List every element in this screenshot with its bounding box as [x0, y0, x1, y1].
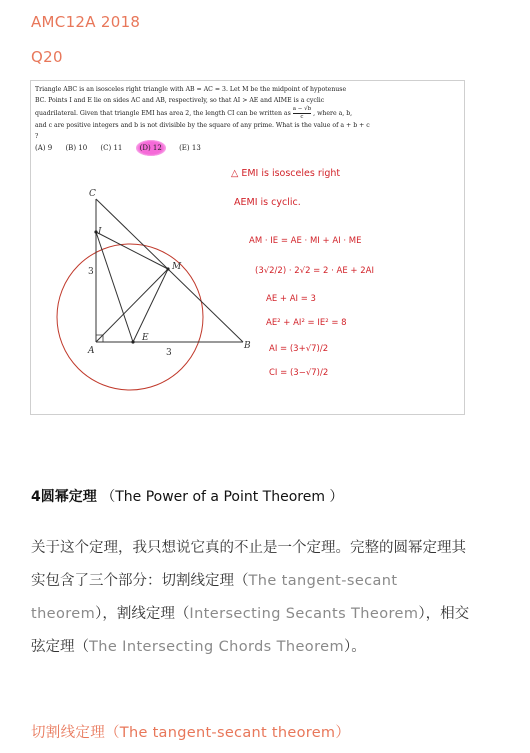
note-line: AM · IE = AE · MI + AI · ME — [249, 236, 362, 246]
section-heading — [31, 486, 343, 506]
problem-line-part: quadrilateral. Given that triangle EMI has area 2, the length CI can be written as — [35, 110, 291, 117]
term-en: The Intersecting Chords Theorem — [89, 639, 344, 655]
problem-line: ? — [35, 132, 39, 140]
label-side-ac: 3 — [88, 267, 94, 277]
note-line: AI = (3+√7)/2 — [269, 344, 329, 354]
question-number: Q20 — [31, 48, 63, 66]
note-line: (3√2/2) · 2√2 = 2 · AE + 2AI — [255, 266, 374, 276]
problem-line: BC. Points I and E lie on sides AC and AB, respectively, so that AI > AE and AIME is a cyclic — [35, 96, 325, 104]
choice-e: (E) 13 — [179, 144, 201, 152]
note-line: AEMI is cyclic. — [234, 197, 301, 208]
side-cb — [96, 199, 243, 342]
para-text: ），相交弦定理（ — [31, 606, 470, 655]
label-e: E — [142, 333, 149, 343]
note-line: AE + AI = 3 — [266, 294, 316, 304]
choice-a: (A) 9 — [35, 144, 53, 152]
note-line: △ EMI is isosceles right — [231, 168, 341, 179]
subsection-heading: 切割线定理（The tangent-secant theorem） — [31, 725, 351, 741]
note-line: CI = (3−√7)/2 — [269, 368, 329, 378]
point-m — [166, 267, 169, 270]
segment-am — [96, 269, 168, 342]
geometry-figure — [31, 81, 464, 414]
para-text: ），割线定理（ — [95, 606, 190, 622]
section-title-en: （The Power of a Point Theorem ） — [101, 489, 344, 505]
choice-d-highlighted: (D) 12 — [136, 140, 166, 156]
problem-line: and c are positive integers and b is not divisible by the square of any prime. What is the value of a + b + c — [35, 122, 370, 129]
label-a: A — [88, 346, 95, 356]
section-title-cn: 圆幂定理 — [40, 489, 97, 505]
contest-title: AMC12A 2018 — [31, 13, 141, 31]
label-m: M — [172, 262, 182, 272]
problem-line-part: , where a, b, — [313, 110, 353, 117]
body-paragraph — [31, 532, 471, 664]
point-e — [131, 340, 134, 343]
para-text: 关于这个定理，我只想说它真的不止是一个定理。完整的圆幂定理其实包含了三个部分：切割线定理（ — [31, 540, 466, 589]
term-en: Intersecting Secants Theorem — [189, 606, 419, 622]
choice-c: (C) 11 — [100, 144, 123, 152]
label-c: C — [89, 189, 96, 199]
problem-line: Triangle ABC is an isosceles right triangle with AB = AC = 3. Let M be the midpoint of hypotenuse — [35, 86, 347, 93]
para-text: ）。 — [343, 639, 366, 655]
label-b: B — [244, 341, 251, 351]
choice-b: (B) 10 — [65, 144, 88, 152]
section-number: 4 — [31, 489, 41, 505]
segment-em — [133, 269, 168, 342]
term-en: The tangent-secant theorem — [31, 573, 398, 622]
note-line: AE² + AI² = IE² = 8 — [266, 318, 347, 328]
problem-image — [30, 80, 465, 415]
fraction-denominator: c — [300, 114, 304, 120]
fraction-numerator: a − √b — [292, 106, 312, 112]
label-i: I — [98, 227, 102, 237]
label-side-ab: 3 — [166, 348, 172, 358]
